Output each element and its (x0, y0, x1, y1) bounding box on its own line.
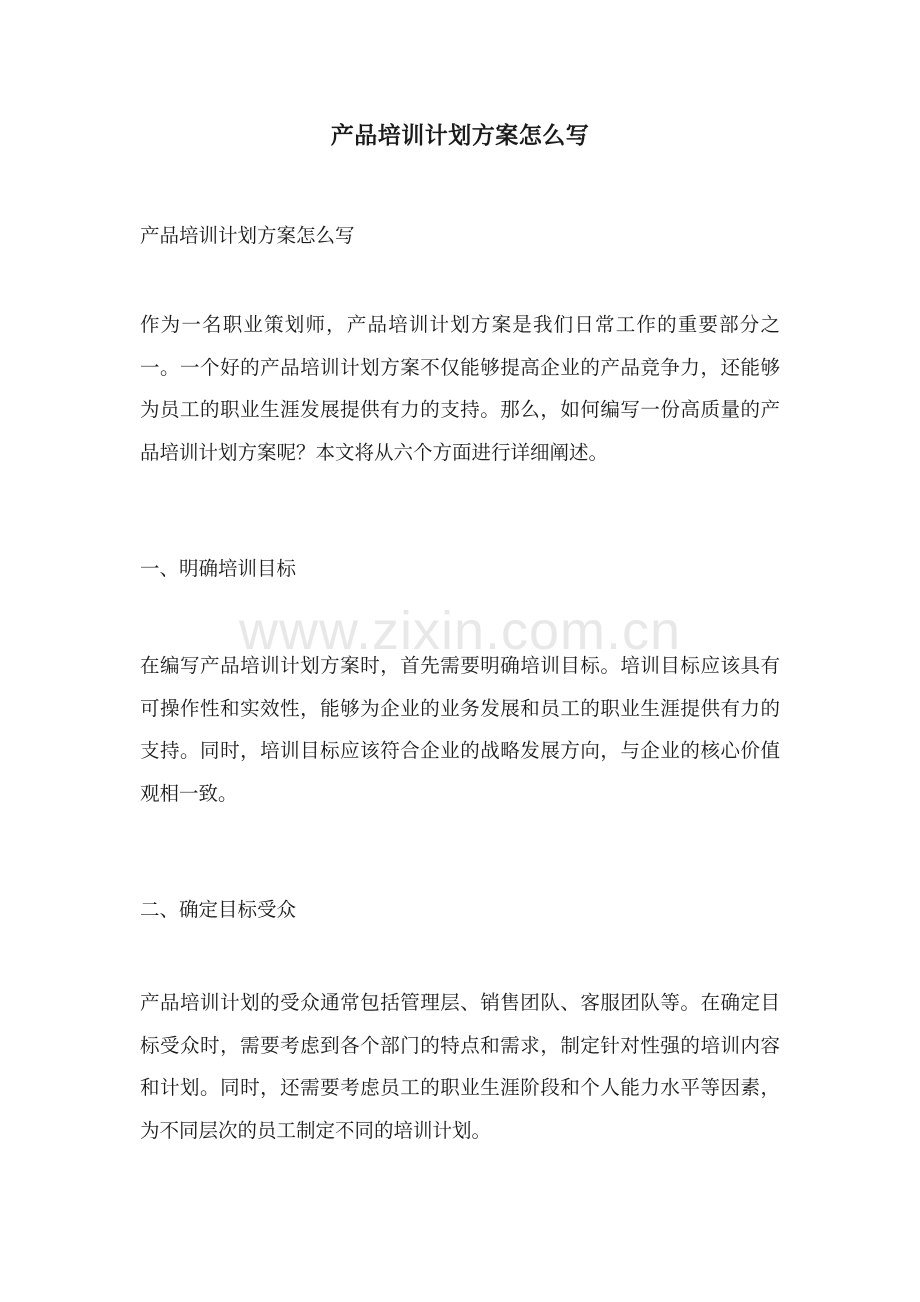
section-heading-2: 二、确定目标受众 (140, 898, 297, 921)
section-body-2: 产品培训计划的受众通常包括管理层、销售团队、客服团队等。在确定目标受众时，需要考虑到各个部门的特点和需求，制定针对性强的培训内容和计划。同时，还需要考虑员工的职业生涯阶段和个人能力水平等因素，为不同层次的员工制定不同的培训计划。 (140, 991, 780, 1142)
intro-paragraph: 作为一名职业策划师，产品培训计划方案是我们日常工作的重要部分之一。一个好的产品培训计划方案不仅能够提高企业的产品竞争力，还能够为员工的职业生涯发展提供有力的支持。那么，如何编写一份高质量的产品培训计划方案呢？本文将从六个方面进行详细阐述。 (140, 313, 780, 464)
document-subtitle: 产品培训计划方案怎么写 (140, 224, 355, 247)
section-body-1: 在编写产品培训计划方案时，首先需要明确培训目标。培训目标应该具有可操作性和实效性，能够为企业的业务发展和员工的职业生涯提供有力的支持。同时，培训目标应该符合企业的战略发展方向，与企业的核心价值观相一致。 (140, 654, 780, 805)
document-title: 产品培训计划方案怎么写 (330, 122, 590, 149)
watermark-text: www.zixin.com.cn (238, 601, 682, 661)
section-heading-1: 一、明确培训目标 (140, 557, 297, 580)
